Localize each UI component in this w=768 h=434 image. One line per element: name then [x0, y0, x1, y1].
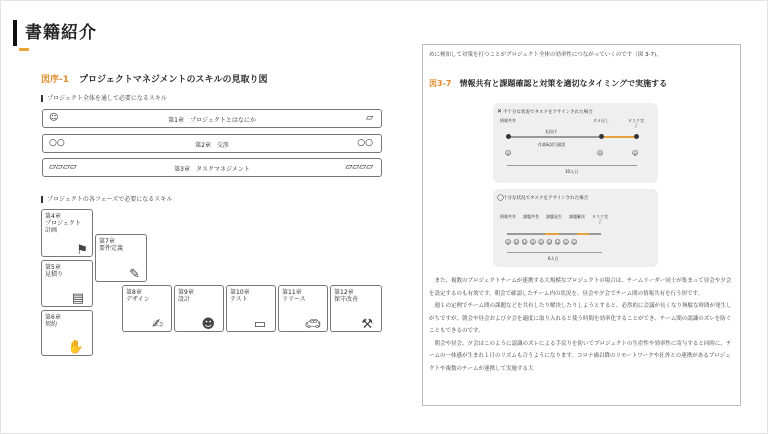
skill-row-label: 第2章 交渉 [195, 142, 229, 149]
phase-label: 課題発生 [546, 214, 562, 219]
phase-box-chapter-12 [330, 285, 382, 332]
timeline-note: 丸投げ [545, 129, 557, 134]
phase-name: 保守改善 [334, 296, 359, 303]
phase-name: 見積り [45, 271, 64, 278]
phase-chapter: 第6章 [45, 314, 61, 321]
circle-icon: ◯ [497, 194, 504, 201]
milestone-dot [634, 134, 639, 139]
phase-label: ダメ出し [593, 118, 609, 123]
phase-name: リリース [282, 296, 306, 303]
phase-name: 設計 [178, 296, 191, 303]
figure-number: 図序-1 [41, 75, 69, 85]
flag-icon: ⚑ [76, 243, 88, 258]
phase-box-chapter-4 [41, 209, 93, 257]
person-with-tool-icon: ⚒ [361, 317, 373, 332]
figure-number: 図3-7 [429, 79, 452, 88]
body-text [429, 275, 735, 375]
worker-face-icon: ☹ [597, 150, 604, 157]
cross-icon: ✕ [497, 108, 503, 115]
paragraph: 朝会や昼会、夕会はこのように認識のズレによる手戻りを防いでプロジェクトの生産性や効率性に寄与すると同時に、チームの一体感が生まれ１日のリズムも合うようになります。コロナ禍以降のリモートワークや社外との連携があるプロジェクトや複数のチームが連携して実施する大 [429, 340, 732, 372]
phase-label: 課題共有 [523, 214, 539, 219]
phase-box-chapter-5 [41, 260, 93, 307]
paragraph: 週１の定例でチーム間の課題などを共有したり解決したりしようとすると、必然的に会議が長くなり無駄な時間が発生しがちですが、朝会や昼会および夕会を適度に取り入れると使う時間を効率化することができ、チーム間の認識のズレを防ぐこともできるのです。 [429, 303, 732, 334]
panel-title: 不十分な状況でタスクをアサインされた場合 [503, 110, 593, 115]
task-cards-icon: ▱▱▱▱ [49, 162, 77, 172]
worker-face-icon: ☺ [632, 150, 639, 157]
skill-row-chapter-2 [42, 134, 382, 153]
phase-name: プロジェクト計画 [45, 220, 81, 234]
phase-chapter: 第12章 [334, 289, 354, 296]
speech-bubbles-icon: ○○ [357, 138, 373, 148]
laptop-icon: ▭ [253, 317, 266, 332]
task-cards-icon: ▱▱▱▱ [345, 162, 373, 172]
right-book-page [422, 44, 741, 406]
phase-box-chapter-9 [174, 285, 224, 332]
phase-label: 情報共有 [500, 118, 516, 123]
phase-name: デザイン [126, 296, 150, 303]
right-figure-caption [429, 78, 667, 89]
speech-bubbles-icon: ○○ [49, 138, 65, 148]
timeline-track-highlight [545, 233, 559, 235]
phase-box-chapter-10 [226, 285, 276, 332]
skill-row-chapter-1 [42, 109, 382, 128]
duration-label: 6人日 [548, 256, 559, 261]
section-heading-overall: プロジェクト全体を通して必要になるスキル [41, 95, 167, 102]
duration-label: 10人日 [565, 169, 579, 174]
timeline-track [559, 233, 577, 235]
phase-label: 課題解決 [569, 214, 585, 219]
panel-title: 十分な状況でタスクをアサインされた場合 [503, 196, 589, 201]
left-figure-caption [41, 72, 267, 85]
phase-chapter: 第11章 [282, 289, 302, 296]
phase-chapter: 第10章 [230, 289, 250, 296]
worker-face-icon: ☺ [505, 150, 512, 157]
phase-name: 契約 [45, 321, 58, 328]
eraser-icon: ▱ [366, 113, 373, 123]
phase-chapter: 第4章 [45, 213, 61, 220]
worker-faces-icon: ☺☺☺☺☺☺☺☺☺ [505, 239, 580, 246]
timeline-track-highlight [577, 233, 589, 235]
phase-box-chapter-6 [41, 310, 93, 356]
phase-chapter: 第8章 [126, 289, 142, 296]
phase-label: タスク完了 [628, 118, 644, 128]
phase-chapter: 第7章 [99, 238, 115, 245]
page-top-line: めに検知して対策を打つことがプロジェクト全体の効率性につながっていくのです（図 3-7)。 [429, 52, 662, 58]
timeline-track [589, 233, 601, 235]
skill-row-chapter-3 [42, 158, 382, 177]
handshake-icon: ✋ [67, 340, 84, 355]
timeline-note: 作業&試行錯誤 [538, 142, 566, 147]
figure-title: プロジェクトマネジメントのスキルの見取り図 [79, 75, 268, 85]
timeline-track [511, 136, 599, 138]
phase-chapter: 第9章 [178, 289, 194, 296]
header-accent-bar [13, 20, 17, 46]
phase-chapter: 第5章 [45, 264, 61, 271]
car-icon: 🚗︎ [304, 317, 321, 332]
phase-label: 情報共有 [500, 214, 516, 219]
person-writing-icon: ✎ [129, 267, 140, 282]
paragraph: また、複数のプロジェクトチームが連携する大規模なプロジェクトの場合は、チームリーダー同士が集まって昼会や夕会を設定するのも有効です。朝会で確認したチーム内の状況を、昼会や夕会でチーム間の情報共有を行う形です。 [429, 278, 732, 297]
header-underline [19, 48, 29, 51]
person-at-desk-icon: ☻ [201, 317, 215, 332]
person-thinking-icon: ☺ [49, 113, 59, 123]
phase-box-chapter-7 [95, 234, 147, 282]
skill-row-label: 第1章 プロジェクトとはなにか [168, 117, 256, 124]
page-title: 書籍紹介 [25, 23, 97, 43]
document-stack-icon: ▤ [71, 291, 84, 306]
panel-sufficient [493, 189, 658, 267]
phase-label: タスク完了 [592, 214, 608, 224]
phase-name: テスト [230, 296, 248, 303]
panel-insufficient [493, 103, 658, 183]
designer-icon: ✍ [152, 317, 163, 332]
timeline-track [507, 233, 545, 235]
figure-title: 情報共有と課題確認と対策を適切なタイミングで実施する [459, 79, 668, 88]
phase-name: 要件定義 [99, 245, 124, 252]
timeline-track-highlight [604, 136, 634, 138]
section-heading-phases: プロジェクトの各フェーズで必要になるスキル [41, 196, 172, 203]
phase-box-chapter-8 [122, 285, 172, 332]
skill-row-label: 第3章 タスクマネジメント [174, 166, 250, 173]
phase-box-chapter-11 [278, 285, 328, 332]
duration-bracket [507, 165, 637, 166]
duration-bracket [507, 252, 602, 253]
